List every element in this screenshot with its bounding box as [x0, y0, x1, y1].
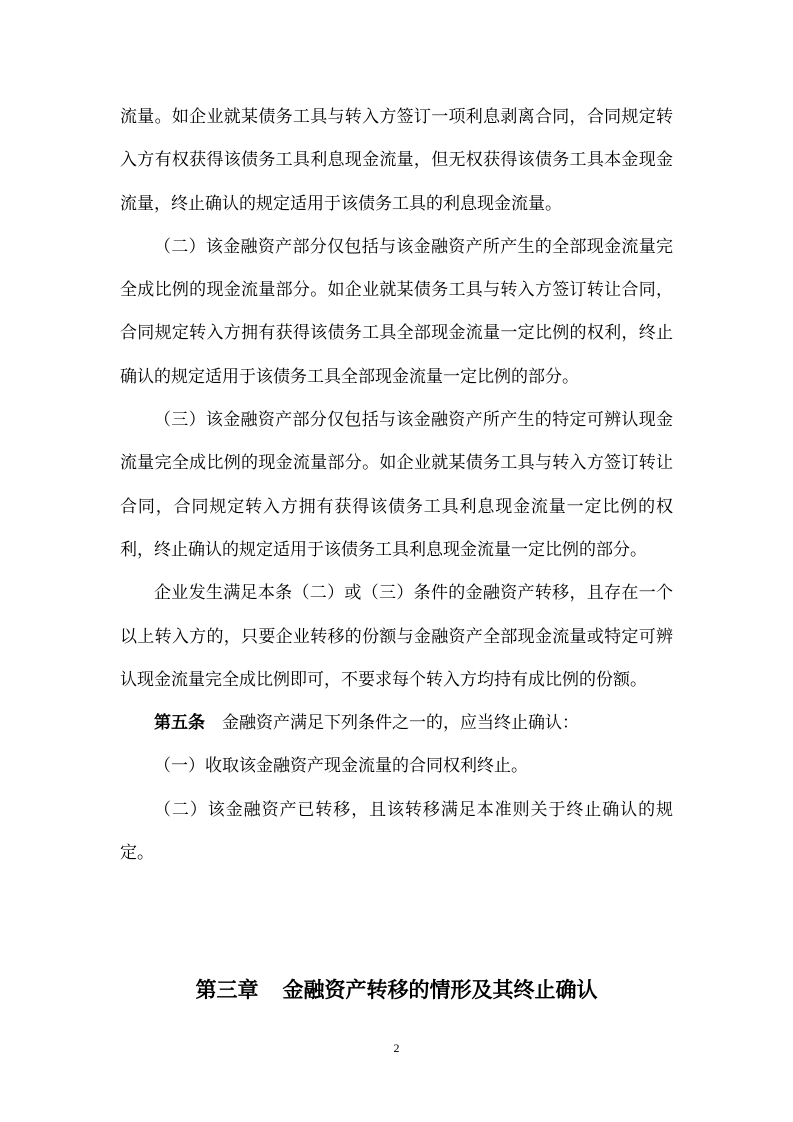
chapter-heading: [120, 975, 673, 1005]
article-text: 金融资产满足下列条件之一的，应当终止确认：: [222, 713, 579, 734]
article-5-item-2: （二）该金融资产已转移，且该转移满足本准则关于终止确认的规定。: [120, 799, 673, 864]
body-text: [120, 96, 673, 875]
page-number: 2: [393, 1041, 400, 1055]
paragraph-transfer-note: 企业发生满足本条（二）或（三）条件的金融资产转移，且存在一个以上转入方的，只要企业转移的份额与金融资产全部现金流量或特定可辨认现金流量完全成比例即可，不要求每个转入方均持有成比例的份额。: [120, 583, 673, 690]
article-5-item-1: （一）收取该金融资产现金流量的合同权利终止。: [154, 756, 528, 777]
paragraph-clause-3: （三）该金融资产部分仅包括与该金融资产所产生的特定可辨认现金流量完全成比例的现金流量部分。如企业就某债务工具与转入方签订转让合同，合同规定转入方拥有获得该债务工具利息现金流量一定比例的权利，终止确认的规定适用于该债务工具利息现金流量一定比例的部分。: [120, 410, 673, 560]
chapter-title: 金融资产转移的情形及其终止确认: [282, 978, 598, 1002]
paragraph-continuation: 流量。如企业就某债务工具与转入方签订一项利息剥离合同，合同规定转入方有权获得该债务工具利息现金流量，但无权获得该债务工具本金现金流量，终止确认的规定适用于该债务工具的利息现金流量。: [120, 107, 673, 214]
article-5: [120, 702, 673, 745]
article-number: 第五条: [154, 713, 205, 734]
paragraph-clause-2: （二）该金融资产部分仅包括与该金融资产所产生的全部现金流量完全成比例的现金流量部分。如企业就某债务工具与转入方签订转让合同，合同规定转入方拥有获得该债务工具全部现金流量一定比例的权利，终止确认的规定适用于该债务工具全部现金流量一定比例的部分。: [120, 236, 673, 387]
chapter-number: 第三章: [195, 978, 259, 1002]
